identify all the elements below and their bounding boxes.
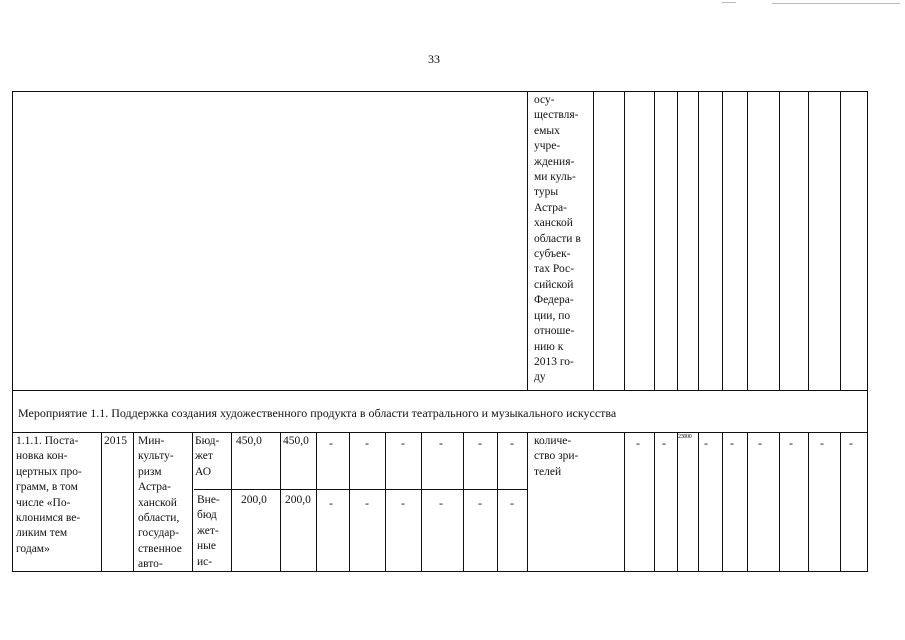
funding-total-cell: 200,0 bbox=[241, 494, 267, 506]
scan-artifact bbox=[772, 3, 900, 4]
funding-year-amount-cell: 200,0 bbox=[285, 494, 311, 506]
indicator-name-cell: количе- ство зри- телей bbox=[534, 435, 579, 478]
funding-other-year-cell: - bbox=[329, 436, 333, 450]
funding-other-year-cell: - bbox=[365, 496, 369, 510]
event-name-cell: 1.1.1. Поста- новка кон- цертных про- грамм, в том числе «По- клонимся ве- ликим тем годам» bbox=[16, 435, 82, 555]
funding-other-year-cell: - bbox=[365, 436, 369, 450]
funding-other-year-cell: - bbox=[478, 436, 482, 450]
indicator-value-cell: - bbox=[636, 436, 640, 450]
year-cell: 2015 bbox=[104, 435, 127, 447]
funding-other-year-cell: - bbox=[439, 496, 443, 510]
funding-other-year-cell: - bbox=[401, 496, 405, 510]
funding-year-amount-cell: 450,0 bbox=[283, 435, 309, 447]
funding-other-year-cell: - bbox=[510, 496, 514, 510]
page-number: 33 bbox=[428, 52, 440, 66]
indicator-value-cell: - bbox=[789, 436, 793, 450]
indicator-value-cell: - bbox=[730, 436, 734, 450]
indicator-value-cell: - bbox=[820, 436, 824, 450]
funding-source-cell: Вне- бюд жет- ные ис- bbox=[197, 494, 220, 568]
indicator-value-cell: - bbox=[758, 436, 762, 450]
executor-cell: Мин- культу- ризм Астра- ханской области, государ- ственное авто- bbox=[138, 435, 182, 571]
funding-other-year-cell: - bbox=[510, 436, 514, 450]
funding-other-year-cell: - bbox=[401, 436, 405, 450]
indicator-value-cell: - bbox=[662, 436, 666, 450]
indicator-value-cell: - bbox=[849, 436, 853, 450]
funding-source-cell: Бюд- жет АО bbox=[195, 435, 220, 478]
funding-total-cell: 450,0 bbox=[236, 435, 262, 447]
section-heading: Мероприятие 1.1. Поддержка создания художественного продукта в области театрального и музыкального искусства bbox=[18, 406, 617, 420]
funding-other-year-cell: - bbox=[478, 496, 482, 510]
funding-other-year-cell: - bbox=[329, 496, 333, 510]
indicator-continuation-cell: осу- ществля- емых учре- ждения- ми куль- туры Астра- ханской области в субъек- тах Рос- сийской Федера- ции, по отноше- нию к 2013 го- ду bbox=[534, 94, 581, 384]
funding-other-year-cell: - bbox=[439, 436, 443, 450]
indicator-value-cell: 23000 bbox=[678, 434, 692, 440]
indicator-value-cell: - bbox=[704, 436, 708, 450]
scan-artifact bbox=[722, 2, 736, 3]
